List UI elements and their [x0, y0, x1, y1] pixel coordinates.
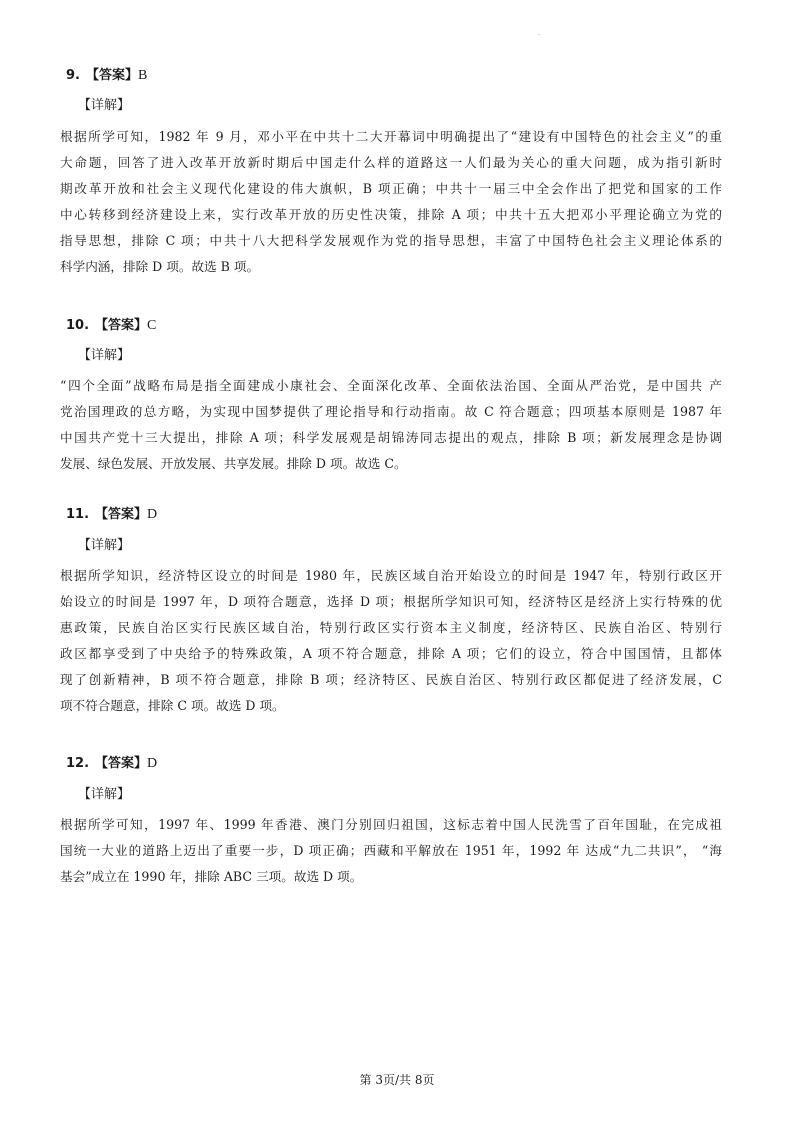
- explanation-line: 始设立的时间是 1997 年，D 项符合题意，选择 D 项；根据所学知识可知，经济特区是经济上实行特殊的优: [60, 594, 722, 609]
- explanation-line: 科学内涵，排除 D 项。故选 B 项。: [60, 259, 260, 274]
- question-11-answer-heading: [66, 505, 157, 525]
- question-12-explanation: [60, 812, 722, 890]
- answer-value: D: [147, 507, 158, 522]
- explanation-line: 基会”成立在 1990 年，排除 ABC 三项。故选 D 项。: [60, 869, 363, 884]
- answer-tag: 【答案】: [95, 756, 148, 771]
- top-mark: .: [538, 30, 540, 37]
- question-10-explanation: [60, 373, 722, 477]
- explanation-line: 大命题，回答了进入改革开放新时期后中国走什么样的道路这一人们最为关心的重大问题，成为指引新时: [60, 155, 722, 170]
- explanation-line: 政区都享受到了中央给予的特殊政策，A 项不符合题意，排除 A 项；它们的设立，符合中国国情，且都体: [60, 646, 722, 661]
- explanation-line: “四个全面”战略布局是指全面建成小康社会、全面深化改革、全面依法治国、全面从严治党，是中国共 产: [60, 378, 722, 393]
- explanation-line: 发展、绿色发展、开放发展、共享发展。排除 D 项。故选 C。: [60, 456, 407, 471]
- question-number: 11.: [66, 507, 90, 522]
- explanation-line: 惠政策，民族自治区实行民族区域自治，特别行政区实行资本主义制度，经济特区、民族自治区、特别行: [60, 620, 722, 635]
- question-9-answer-heading: [66, 66, 147, 86]
- question-11-detail-heading: 【详解】: [78, 538, 131, 553]
- explanation-line: 中心转移到经济建设上来，实行改革开放的历史性决策，排除 A 项；中共十五大把邓小平理论确立为党的: [60, 207, 722, 222]
- question-12-detail-heading: 【详解】: [78, 787, 131, 802]
- explanation-line: 国统一大业的道路上迈出了重要一步，D 项正确；西藏和平解放在 1951 年，1992 年 达成“九二共识”， “海: [60, 843, 722, 858]
- question-10-answer-heading: [66, 316, 156, 336]
- question-number: 10.: [66, 318, 90, 333]
- explanation-line: 根据所学知识，经济特区设立的时间是 1980 年，民族区域自治开始设立的时间是 1947 年，特别行政区开: [60, 568, 722, 583]
- answer-tag: 【答案】: [85, 68, 138, 83]
- explanation-line: 期改革开放和社会主义现代化建设的伟大旗帜，B 项正确；中共十一届三中全会作出了把党和国家的工作: [60, 181, 722, 196]
- answer-value: C: [147, 318, 157, 333]
- answer-tag: 【答案】: [95, 507, 148, 522]
- explanation-line: 指导思想，排除 C 项；中共十八大把科学发展观作为党的指导思想，丰富了中国特色社会主义理论体系的: [60, 233, 722, 248]
- question-9-detail-heading: 【详解】: [78, 98, 131, 113]
- page-number-footer: 第 3页/共 8页: [359, 1073, 435, 1087]
- explanation-line: 中国共产党十三大提出，排除 A 项；科学发展观是胡锦涛同志提出的观点，排除 B 项；新发展理念是协调: [60, 430, 722, 445]
- question-11-explanation: [60, 563, 722, 719]
- answer-value: D: [147, 756, 158, 771]
- explanation-line: 根据所学可知，1982 年 9 月，邓小平在中共十二大开幕词中明确提出了“建设有中国特色的社会主义”的重: [60, 129, 722, 144]
- question-12-answer-heading: [66, 754, 157, 774]
- explanation-line: 党治国理政的总方略，为实现中国梦提供了理论指导和行动指南。故 C 符合题意；四项基本原则是 1987 年: [60, 404, 722, 419]
- question-9-explanation: [60, 124, 722, 280]
- question-number: 9.: [66, 68, 80, 83]
- question-number: 12.: [66, 756, 90, 771]
- answer-value: B: [138, 68, 148, 83]
- answer-tag: 【答案】: [95, 318, 148, 333]
- explanation-line: 项不符合题意，排除 C 项。故选 D 项。: [60, 698, 285, 713]
- explanation-line: 根据所学可知，1997 年、1999 年香港、澳门分别回归祖国，这标志着中国人民洗雪了百年国耻，在完成祖: [60, 817, 722, 832]
- question-10-detail-heading: 【详解】: [78, 348, 131, 363]
- explanation-line: 现了创新精神，B 项不符合题意，排除 B 项；经济特区、民族自治区、特别行政区都促进了经济发展，C: [60, 672, 722, 687]
